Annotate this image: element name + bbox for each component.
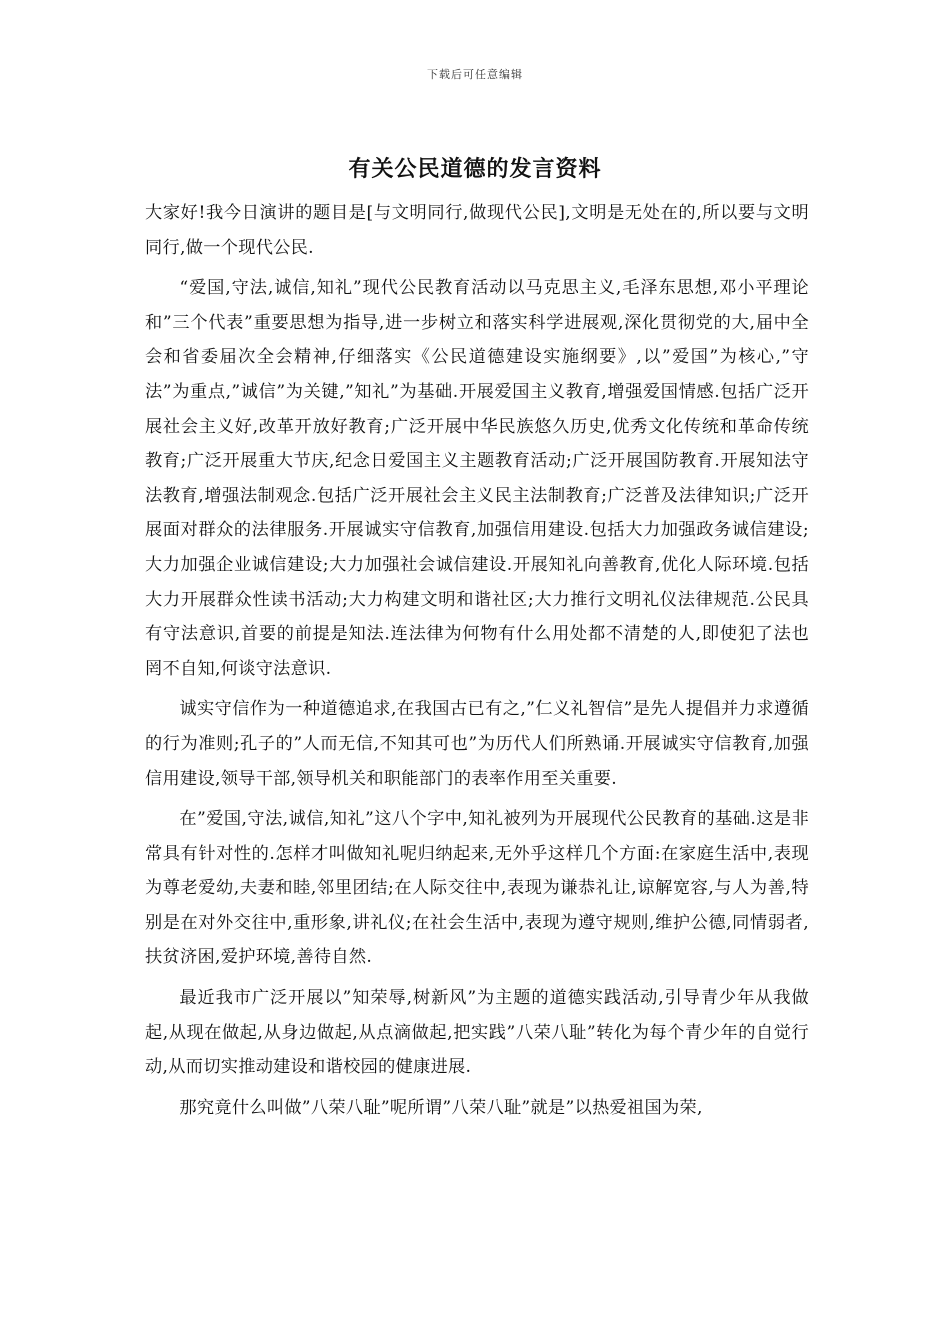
- document-title: 有关公民道德的发言资料: [348, 156, 602, 182]
- paragraph-honesty: 诚实守信作为一种道德追求,在我国古已有之,”仁义礼智信”是先人提倡并力求遵循的行为准则;孔子的”人而无信,不知其可也”为历代人们所熟诵.开展诚实守信教育,加强信用建设,领导干部,领导机关和职能部门的表率作用至关重要.: [145, 699, 809, 789]
- paragraph-intro: 大家好!我今日演讲的题目是[与文明同行,做现代公民],文明是无处在的,所以要与文明同行,做一个现代公民.: [145, 203, 809, 258]
- document-body: [145, 196, 809, 1131]
- paragraph-practice-activity: 最近我市广泛开展以”知荣辱,树新风”为主题的道德实践活动,引导青少年从我做起,从现在做起,从身边做起,从点滴做起,把实践”八荣八耻”转化为每个青少年的自觉行动,从而切实推动建设和谐校园的健康进展.: [145, 988, 809, 1078]
- header-note: 下载后可任意编辑: [427, 68, 523, 81]
- paragraph-civic-education: “爱国,守法,诚信,知礼”现代公民教育活动以马克思主义,毛泽东思想,邓小平理论和”三个代表”重要思想为指导,进一步树立和落实科学进展观,深化贯彻党的大,届中全会和省委届次全会精神,仔细落实《公民道德建设实施纲要》,以”爱国”为核心,”守法”为重点,”诚信”为关键,”知礼”为基础.开展爱国主义教育,增强爱国情感.包括广泛开展社会主义好,改革开放好教育;广泛开展中华民族悠久历史,优秀文化传统和革命传统教育;广泛开展重大节庆,纪念日爱国主义主题教育活动;广泛开展国防教育.开展知法守法教育,增强法制观念.包括广泛开展社会主义民主法制教育;广泛普及法律知识;广泛开展面对群众的法律服务.开展诚实守信教育,加强信用建设.包括大力加强政务诚信建设;大力加强企业诚信建设;大力加强社会诚信建设.开展知礼向善教育,优化人际环境.包括大力开展群众性读书活动;大力构建文明和谐社区;大力推行文明礼仪法律规范.公民具有守法意识,首要的前提是知法.连法律为何物有什么用处都不清楚的人,即使犯了法也罔不自知,何谈守法意识.: [145, 278, 810, 679]
- paragraph-etiquette: 在”爱国,守法,诚信,知礼”这八个字中,知礼被列为开展现代公民教育的基础.这是非常具有针对性的.怎样才叫做知礼呢归纳起来,无外乎这样几个方面:在家庭生活中,表现为尊老爱幼,夫妻和睦,邻里团结;在人际交往中,表现为谦恭礼让,谅解宽容,与人为善,特别是在对外交往中,重形象,讲礼仪;在社会生活中,表现为遵守规则,维护公德,同情弱者,扶贫济困,爱护环境,善待自然.: [145, 809, 809, 968]
- paragraph-eight-honors: 那究竟什么叫做”八荣八耻”呢所谓”八荣八耻”就是”以热爱祖国为荣,: [179, 1097, 703, 1118]
